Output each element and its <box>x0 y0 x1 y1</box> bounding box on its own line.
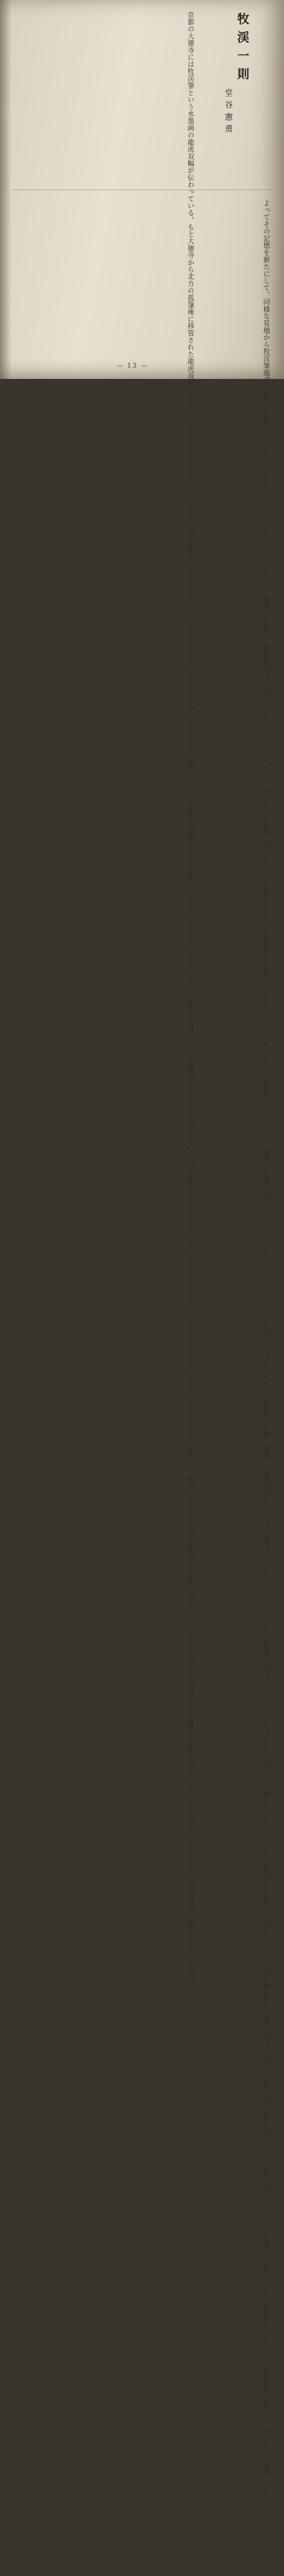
article-title: 牧渓一則 <box>235 13 249 86</box>
article-author: 堂谷憲勇 <box>223 88 232 136</box>
section-divider <box>13 189 271 190</box>
lower-body-text: よってその記憶を新たにして、同様な見地から牧渓筆龍虎の画意が如何なる点にあるかを改めて見たいと思う。中国において龍虎の思想は、源易経の文に出ずることはいうまでもない。易にはまた乾坤二卦の象として龍が説かれ、雲は龍に従い風は虎に従うという。聖人作って万物睹るとあるのは、龍虎の相感を天地の気の交わりに比したものである。乾の卦の六爻にはそれぞれ潜龍、見龍、飛龍、亢龍の名が見え、或は躍って淵に在りともいう。牧渓の龍図に見るごとく、雲中に身を隠して首のみを露わす龍は、まさに天地の気を象徴するものであり、一方竹林に坐して風を呼ぶ虎の姿は、地の気の凝集を示すものと解される。このように龍虎の双幅は、単なる動物画ではなく、天地陰陽の相対を一対の画面に表現したものと見るべきであろう。 <box>263 200 270 2576</box>
page-number: — 13 — <box>116 362 149 369</box>
upper-body-text: 京都の大徳寺には牧渓筆という水墨画の龍虎双幅が伝わっている。もと大徳寺から北方の孤篷庵に移管された龍虎双幅と共に同じく牧渓の作と伝えられているが、両者を比較して見ると、これらの作品がすべて牧渓の真筆であるとは断じ難い。しかし龍虎の主題は宋元の画院において好んで描かれたものであり、牧渓の時代にもこの種の作品が盛んに製作されていた事実を考えるならば、これらの作品を牧渓の伝統に連なるものと見ることは許されるであろう。龍図に見る雲の表現と虎図に見る竹の描写とは、いずれも禅余の墨戯として独特の気韻を示しており、その筆意の中には牧渓の観音猿鶴図に通ずるものがある。 <box>187 11 194 1985</box>
